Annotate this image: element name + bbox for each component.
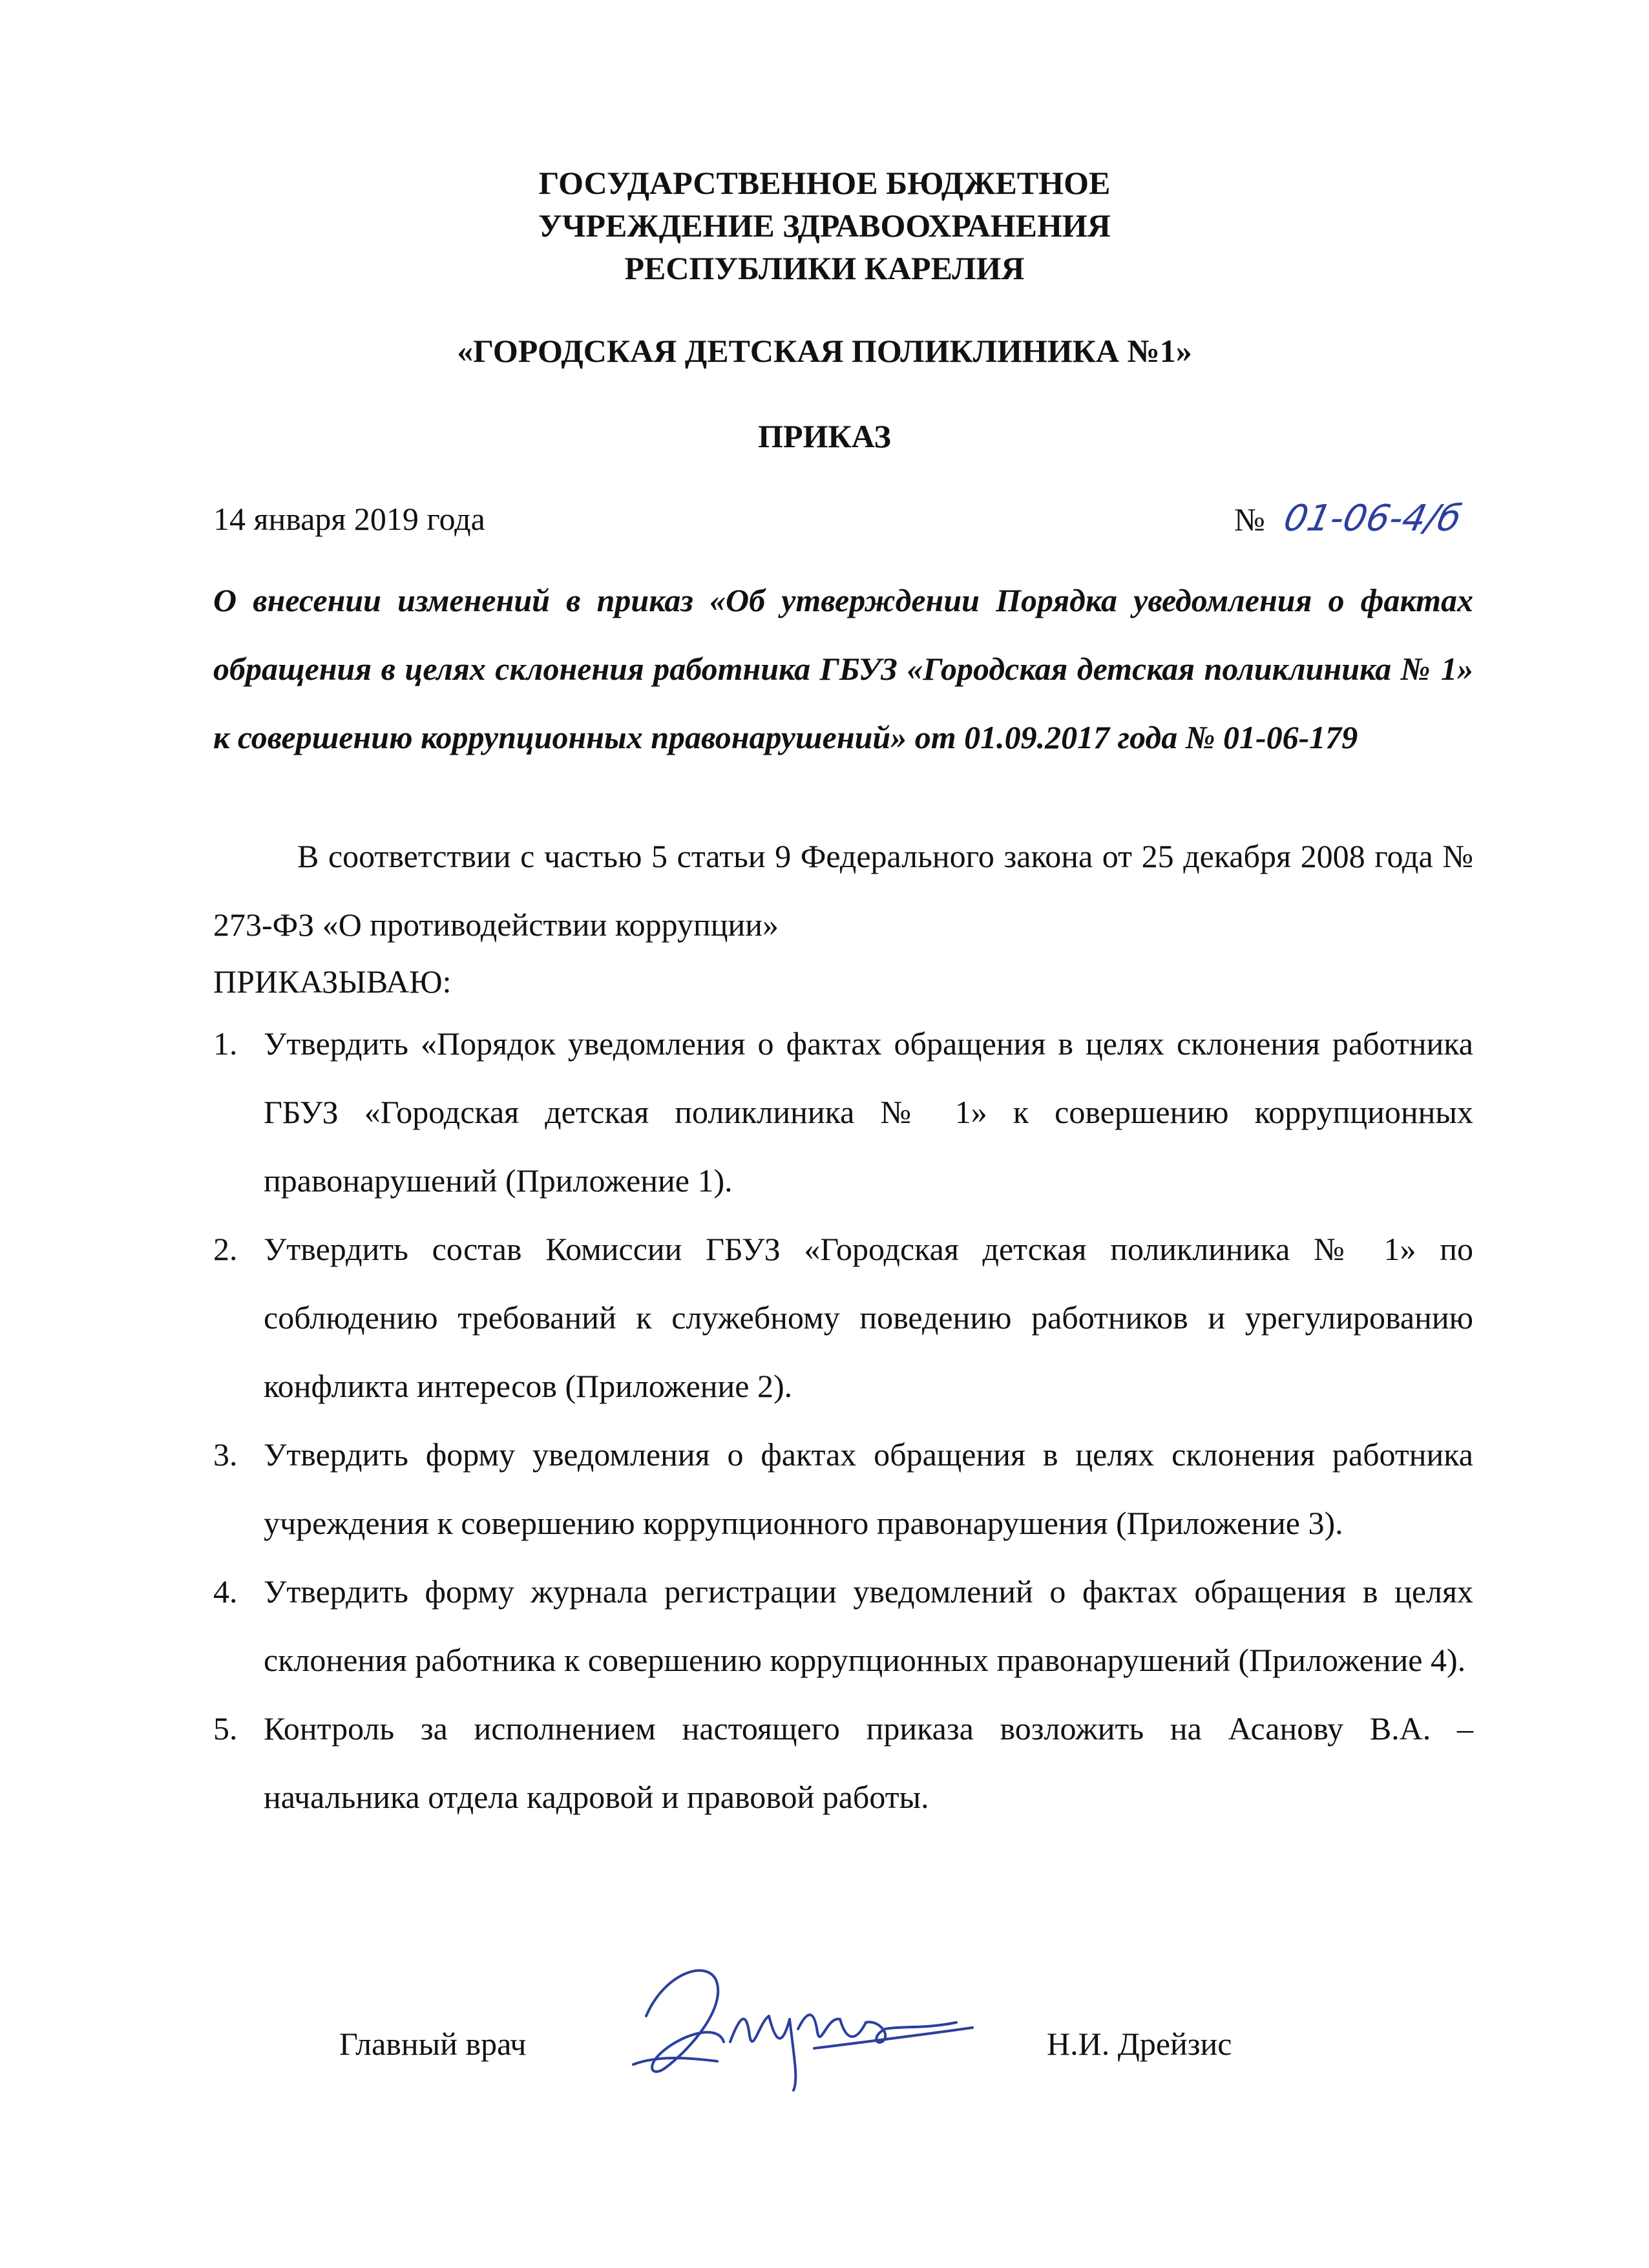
handwritten-order-number: 01-06-4/б: [1279, 498, 1465, 540]
signer-position: Главный врач: [339, 2026, 527, 2062]
order-date: 14 января 2019 года: [213, 501, 485, 537]
item-number: 1.: [213, 1025, 238, 1062]
item-number: 2.: [213, 1231, 238, 1267]
order-items-list: [213, 1009, 1473, 1831]
item-number: 4.: [213, 1573, 238, 1610]
order-subject: О внесении изменений в приказ «Об утверждении Порядка уведомления о фактах обращения в целях склонения работника ГБУЗ «Городская детская поликлиника № 1» к совершению коррупционных правонарушений» от 01.09.2017 года № 01-06-179: [213, 582, 1473, 755]
clinic-name: «ГОРОДСКАЯ ДЕТСКАЯ ПОЛИКЛИНИКА №1»: [457, 333, 1192, 369]
list-item: [213, 1420, 1473, 1557]
item-number: 5.: [213, 1710, 238, 1747]
order-number: [1234, 498, 1465, 541]
item-number: 3.: [213, 1436, 238, 1473]
handwritten-signature: [620, 1945, 982, 2094]
signer-name: Н.И. Дрейзис: [1047, 2026, 1232, 2062]
list-item: [213, 1009, 1473, 1215]
organization-header: [0, 162, 1649, 289]
list-item: [213, 1557, 1473, 1694]
item-text: Утвердить «Порядок уведомления о фактах обращения в целях склонения работника ГБУЗ «Городская детская поликлиника № 1» к совершению коррупционных правонарушений (Приложение 1).: [264, 1025, 1473, 1199]
signature-block: [0, 1945, 1649, 2094]
directive-heading: ПРИКАЗЫВАЮ:: [213, 963, 452, 1000]
number-sign: №: [1234, 501, 1265, 538]
item-text: Утвердить форму журнала регистрации уведомлений о фактах обращения в целях склонения работника к совершению коррупционных правонарушений (Приложение 4).: [264, 1573, 1473, 1678]
item-text: Контроль за исполнением настоящего приказа возложить на Асанову В.А. – начальника отдела кадровой и правовой работы.: [264, 1710, 1473, 1815]
preamble-paragraph: В соответствии с частью 5 статьи 9 Федерального закона от 25 декабря 2008 года № 273-ФЗ «О противодействии коррупции»: [213, 838, 1473, 943]
item-text: Утвердить состав Комиссии ГБУЗ «Городская детская поликлиника № 1» по соблюдению требований к служебному поведению работников и урегулированию конфликта интересов (Приложение 2).: [264, 1231, 1473, 1404]
list-item: [213, 1215, 1473, 1420]
org-line: УЧРЕЖДЕНИЕ ЗДРАВООХРАНЕНИЯ: [538, 207, 1111, 244]
org-line: ГОСУДАРСТВЕННОЕ БЮДЖЕТНОЕ: [538, 165, 1111, 201]
item-text: Утвердить форму уведомления о фактах обращения в целях склонения работника учреждения к совершению коррупционного правонарушения (Приложение 3).: [264, 1436, 1473, 1541]
org-line: РЕСПУБЛИКИ КАРЕЛИЯ: [624, 250, 1025, 286]
list-item: [213, 1694, 1473, 1831]
document-type-title: ПРИКАЗ: [758, 418, 891, 454]
